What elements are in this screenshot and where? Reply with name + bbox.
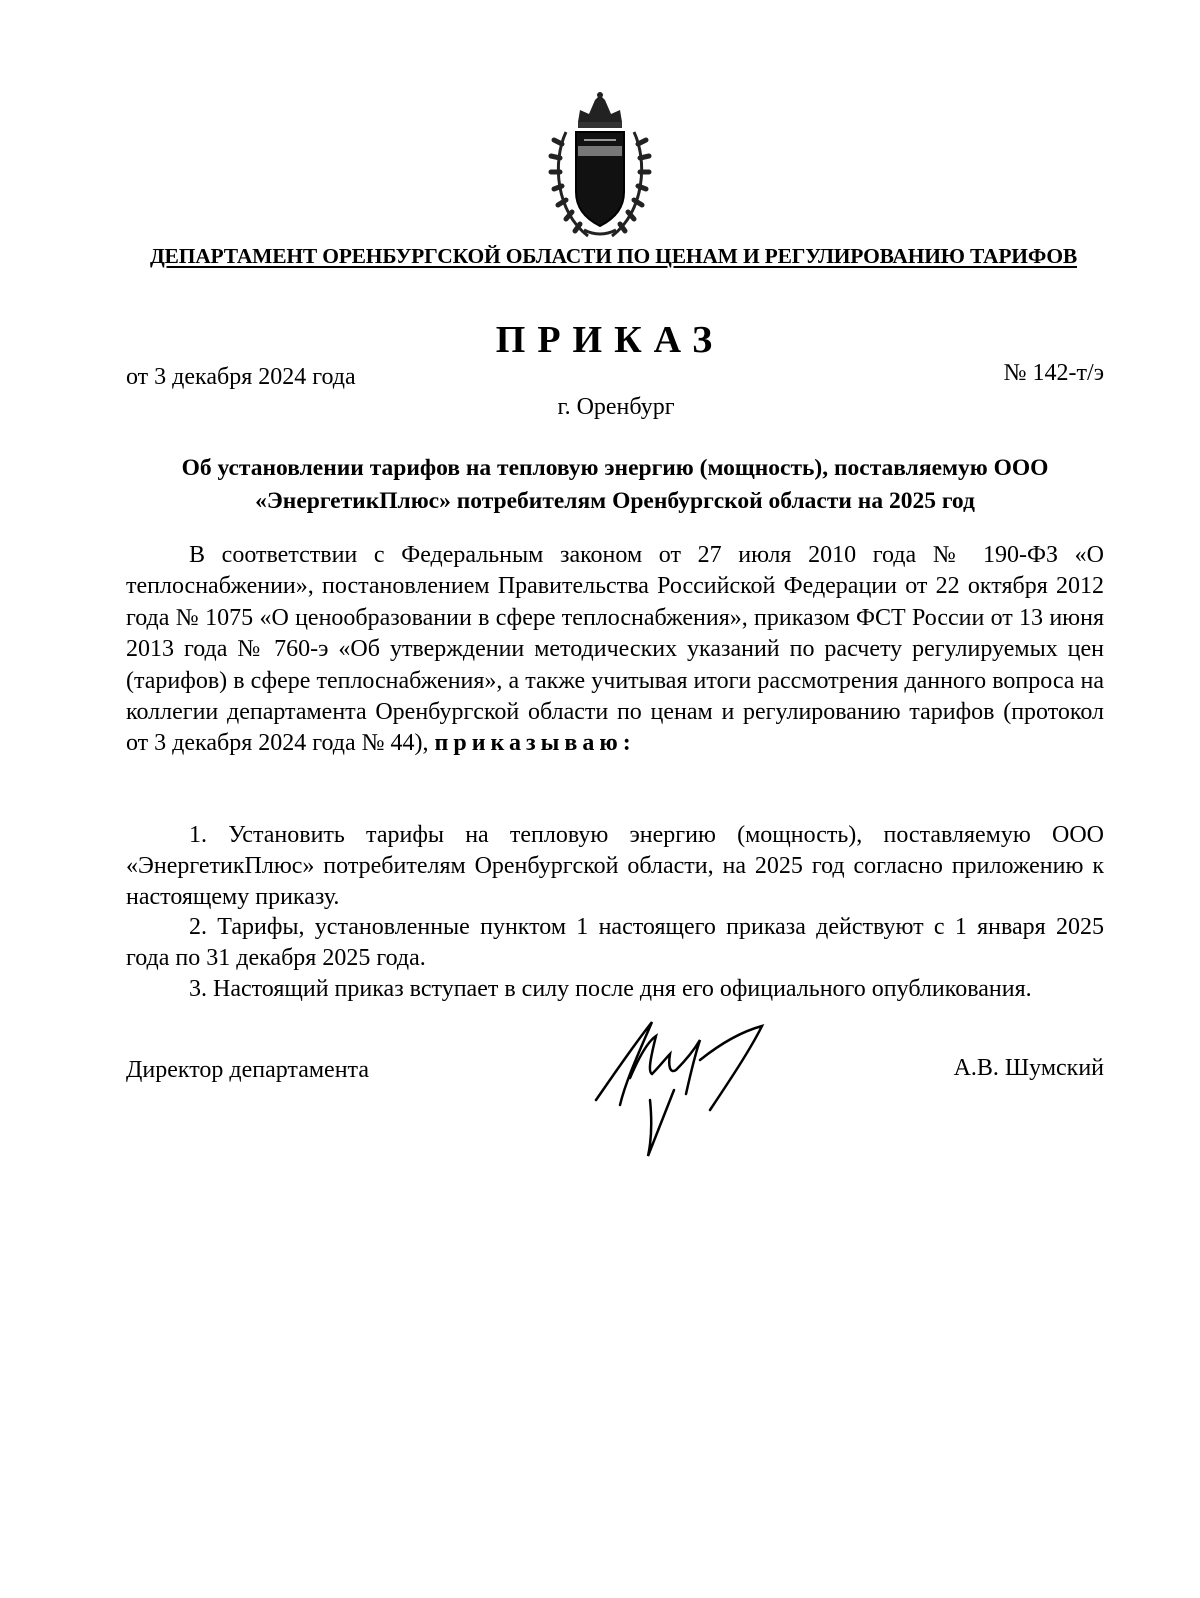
signatory-position: Директор департамента [126,1057,369,1083]
preamble-text: В соответствии с Федеральным законом от 27 июля 2010 года № 190-ФЗ «О теплоснабжении», постановлением Правительства Российской Федерации от 22 октября 2012 года № 1075 «О ценообразовании в сфере теплоснабжения», приказом ФСТ России от 13 июня 2013 года № 760-э «Об утверждении методических указаний по расчету регулируемых цен (тарифов) в сфере теплоснабжения», а также учитывая итоги рассмотрения данного вопроса на коллегии департамента Оренбургской области по ценам и регулированию тарифов (протокол от 3 декабря 2024 года № 44), [126,542,1104,757]
signatory-name: А.В. Шумский [953,1055,1104,1081]
handwritten-signature-icon [590,1010,790,1160]
department-name: ДЕПАРТАМЕНТ ОРЕНБУРГСКОЙ ОБЛАСТИ ПО ЦЕНАМ И РЕГУЛИРОВАНИЮ ТАРИФОВ [149,244,1078,268]
document-subject: Об установлении тарифов на тепловую энергию (мощность), поставляемую ООО «ЭнергетикПлюс» потребителям Оренбургской области на 2025 год [181,455,1049,514]
order-item-2: 2. Тарифы, установленные пунктом 1 настоящего приказа действуют с 1 января 2025 года по 31 декабря 2025 года. [126,914,1104,971]
order-item-1: 1. Установить тарифы на тепловую энергию (мощность), поставляемую ООО «ЭнергетикПлюс» потребителям Оренбургской области, на 2025 год согласно приложению к настоящему приказу. [126,822,1104,910]
document-city: г. Оренбург [557,394,675,420]
document-type-title: ПРИКАЗ [495,319,725,361]
operative-word: приказываю: [434,730,636,757]
document-date: от 3 декабря 2024 года [126,364,356,390]
order-item-3: 3. Настоящий приказ вступает в силу после дня его официального опубликования. [189,976,1032,1002]
document-number: № 142-т/э [1003,360,1104,386]
coat-of-arms-icon [548,92,652,240]
preamble-paragraph [126,540,1104,760]
